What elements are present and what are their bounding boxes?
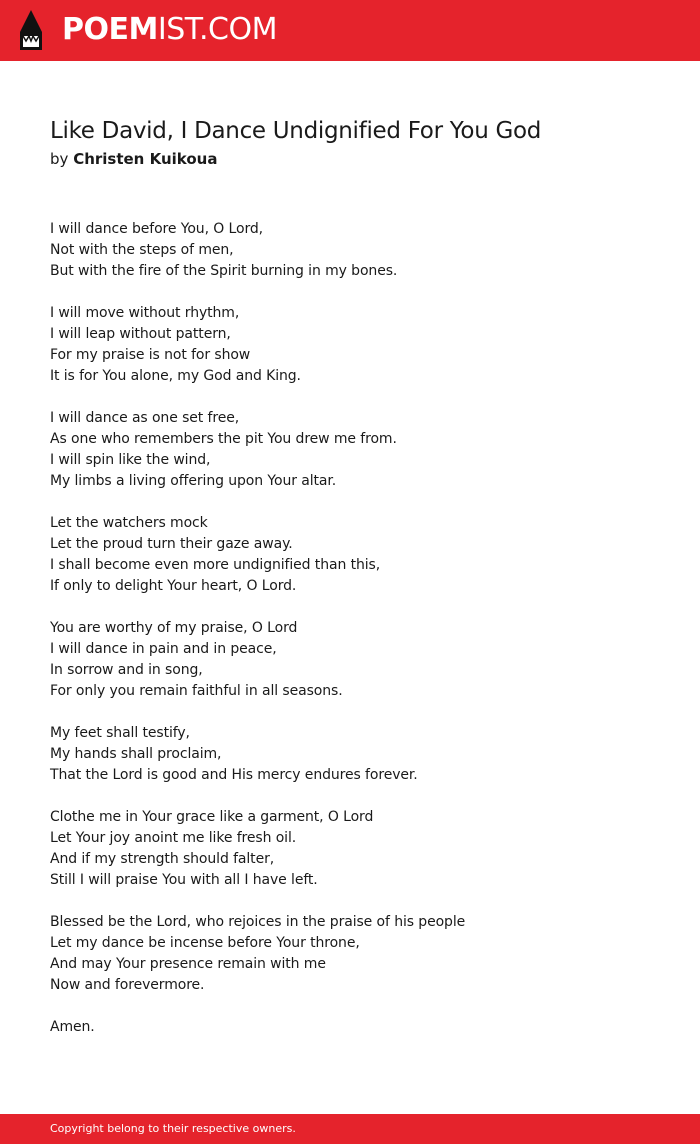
poem-line: Not with the steps of men, <box>50 242 234 258</box>
poem-line: I will leap without pattern, <box>50 326 231 342</box>
poem-stanza <box>50 912 670 996</box>
poem-line: If only to delight Your heart, O Lord. <box>50 578 297 594</box>
site-header <box>0 0 700 61</box>
poem-line: I shall become even more undignified than this, <box>50 557 381 573</box>
logo-bold-part: POEM <box>62 12 158 47</box>
poem-stanza <box>50 219 670 282</box>
poem-stanza <box>50 807 670 891</box>
poem-line: That the Lord is good and His mercy endures forever. <box>50 767 418 783</box>
poem-line: Let the watchers mock <box>50 515 208 531</box>
poem-line: Let my dance be incense before Your throne, <box>50 935 360 951</box>
logo-light-part: IST.COM <box>157 12 277 47</box>
poem-line: I will dance as one set free, <box>50 410 240 426</box>
poem-line: You are worthy of my praise, O Lord <box>50 620 298 636</box>
poem-stanza <box>50 408 670 492</box>
poem-line: My hands shall proclaim, <box>50 746 222 762</box>
poem-stanza <box>50 513 670 597</box>
poem-line: And if my strength should falter, <box>50 851 275 867</box>
poem-line: Amen. <box>50 1019 95 1035</box>
poem-line: Clothe me in Your grace like a garment, O Lord <box>50 809 374 825</box>
poem-line: It is for You alone, my God and King. <box>50 368 301 384</box>
poem-line: I will spin like the wind, <box>50 452 211 468</box>
poem-line: For only you remain faithful in all seasons. <box>50 683 343 699</box>
poem-line: My limbs a living offering upon Your altar. <box>50 473 337 489</box>
poem-title: Like David, I Dance Undignified For You God <box>50 118 542 144</box>
poem-line: Still I will praise You with all I have left. <box>50 872 318 888</box>
poem-line: I will move without rhythm, <box>50 305 240 321</box>
poem-line: As one who remembers the pit You drew me from. <box>50 431 397 447</box>
poem-stanza <box>50 618 670 702</box>
poem-body <box>50 219 670 1059</box>
poem-line: Blessed be the Lord, who rejoices in the praise of his people <box>50 914 466 930</box>
site-footer <box>0 1114 700 1144</box>
poem-stanza <box>50 723 670 786</box>
poem-line: In sorrow and in song, <box>50 662 203 678</box>
poem-line: For my praise is not for show <box>50 347 251 363</box>
poem-byline <box>50 149 217 169</box>
by-label: by <box>50 150 69 168</box>
poem-line: And may Your presence remain with me <box>50 956 326 972</box>
poem-line: Now and forevermore. <box>50 977 205 993</box>
poem-line: I will dance in pain and in peace, <box>50 641 277 657</box>
poem-author: Christen Kuikoua <box>73 150 218 168</box>
poem-line: Let Your joy anoint me like fresh oil. <box>50 830 297 846</box>
poem-stanza <box>50 1017 670 1038</box>
poem-line: My feet shall testify, <box>50 725 190 741</box>
poem-line: I will dance before You, O Lord, <box>50 221 264 237</box>
poem-stanza <box>50 303 670 387</box>
site-logo-wordmark[interactable] <box>62 12 277 48</box>
poem-line: But with the fire of the Spirit burning in my bones. <box>50 263 398 279</box>
poem-line: Let the proud turn their gaze away. <box>50 536 293 552</box>
pencil-tip-icon[interactable] <box>18 10 44 52</box>
copyright-notice: Copyright belong to their respective owners. <box>50 1122 296 1135</box>
